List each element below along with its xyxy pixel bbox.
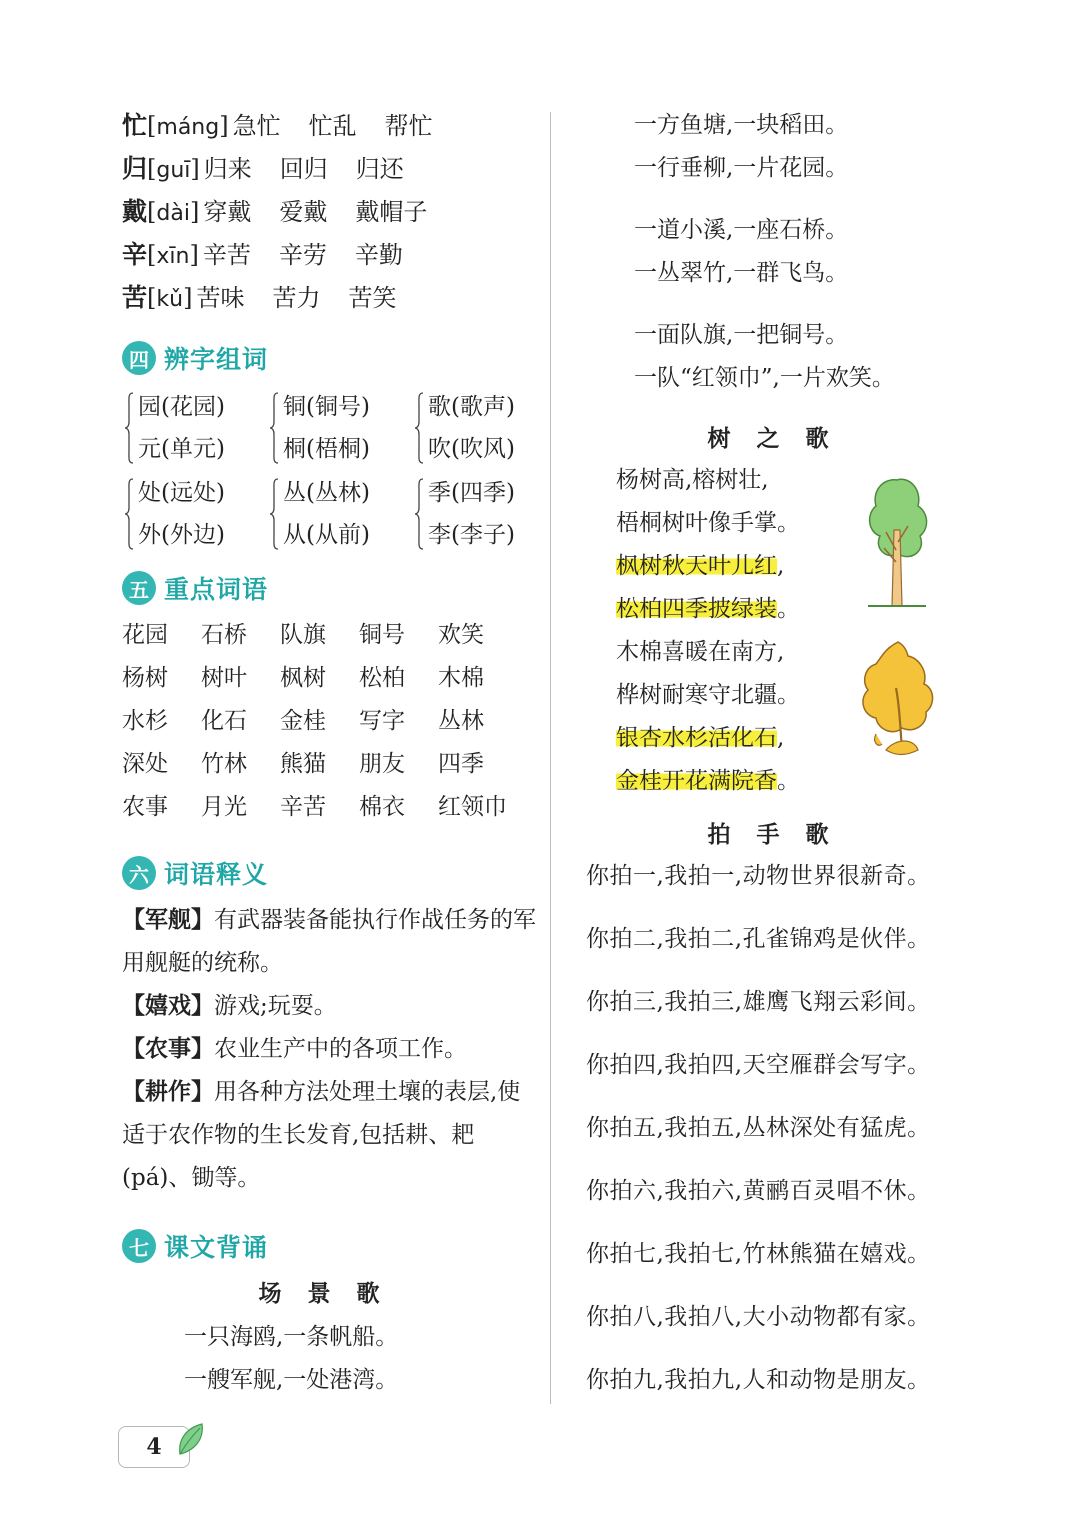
example-word: 苦笑 <box>348 284 397 312</box>
key-word: 月光 <box>201 794 247 820</box>
section-5-header <box>122 568 542 608</box>
page-number: 4 <box>146 1434 162 1460</box>
key-word: 金桂 <box>280 708 326 734</box>
poem-line: 一丛翠竹,一群飞鸟。 <box>634 260 849 286</box>
poem-text: 木棉喜暖在南方, <box>616 639 785 665</box>
example-word: 急忙 <box>232 112 281 140</box>
poem-line: 一道小溪,一座石桥。 <box>634 217 849 243</box>
brace-icon <box>124 392 134 464</box>
pinyin: dài <box>156 201 190 226</box>
poem-line: 一只海鸥,一条帆船。 <box>184 1324 399 1350</box>
section-number-badge: 四 <box>122 341 156 375</box>
char-pair <box>269 386 414 470</box>
key-word: 化石 <box>201 708 247 734</box>
char-row: 辛[xīn] 辛苦 辛劳 辛勤 <box>122 240 403 269</box>
poem-line: 一艘军舰,一处港湾。 <box>184 1367 399 1393</box>
example-word: 苦力 <box>272 284 321 312</box>
pair-top: 园(花园) <box>138 394 225 420</box>
poem-paishouge <box>586 813 976 1412</box>
poem-title: 场景歌 <box>258 1281 406 1307</box>
key-word: 红领巾 <box>438 794 507 820</box>
poem-text: 梧桐树叶像手掌。 <box>616 510 800 536</box>
headword: 忙 <box>122 111 148 140</box>
headword: 辛 <box>122 240 148 269</box>
poem-line: 你拍九,我拍九,人和动物是朋友。 <box>586 1367 931 1393</box>
poem-line: 你拍四,我拍四,天空雁群会写字。 <box>586 1052 931 1078</box>
punctuation: , <box>777 553 785 579</box>
headword: 戴 <box>122 197 148 226</box>
brace-icon <box>414 478 424 550</box>
pair-bottom: 从(从前) <box>283 522 370 548</box>
example-word: 穿戴 <box>203 198 252 226</box>
section-title: 辨字组词 <box>164 345 269 374</box>
key-words-grid <box>122 614 542 829</box>
poem-text: 桦树耐寒守北疆。 <box>616 682 800 708</box>
definition <box>122 1071 542 1200</box>
poem-stanza <box>586 104 976 190</box>
char-pair <box>124 386 269 470</box>
punctuation: 。 <box>777 596 800 622</box>
headword: 苦 <box>122 283 148 312</box>
definition-term: 【农事】 <box>122 1036 214 1062</box>
key-word: 队旗 <box>280 622 326 648</box>
character-list <box>122 104 542 319</box>
char-pair <box>414 386 559 470</box>
pinyin: kǔ <box>156 287 184 312</box>
definition-term: 【军舰】 <box>122 907 214 933</box>
pair-top: 季(四季) <box>428 480 515 506</box>
pair-bottom: 李(李子) <box>428 522 515 548</box>
pair-top: 处(远处) <box>138 480 225 506</box>
poem-line: 你拍八,我拍八,大小动物都有家。 <box>586 1304 931 1330</box>
brace-icon <box>124 478 134 550</box>
poem-stanza <box>586 314 976 400</box>
poem-line <box>586 760 976 803</box>
section-6-header <box>122 853 542 893</box>
column-divider <box>550 112 551 1404</box>
pinyin: guī <box>156 158 191 183</box>
pair-top: 铜(铜号) <box>283 394 370 420</box>
pair-bottom: 外(外边) <box>138 522 225 548</box>
section-title: 课文背诵 <box>164 1233 269 1262</box>
char-row: 归[guī] 归来 回归 归还 <box>122 154 404 183</box>
definition-text: 用各种方法处理土壤的表层,使适于农作物的生长发育,包括耕、耙(pá)、锄等。 <box>122 1079 521 1191</box>
poem-line: 你拍一,我拍一,动物世界很新奇。 <box>586 863 931 889</box>
poem-stanza <box>586 209 976 295</box>
key-word: 枫树 <box>280 665 326 691</box>
example-word: 辛勤 <box>354 241 403 269</box>
key-word: 写字 <box>359 708 405 734</box>
example-word: 爱戴 <box>279 198 328 226</box>
example-word: 回归 <box>279 155 328 183</box>
char-row: 戴[dài] 穿戴 爱戴 戴帽子 <box>122 197 428 226</box>
key-word: 花园 <box>122 622 168 648</box>
example-word: 戴帽子 <box>355 198 428 226</box>
section-number-badge: 六 <box>122 856 156 890</box>
definitions-list <box>122 899 542 1200</box>
poem-text: 杨树高,榕树壮, <box>616 467 769 493</box>
example-word: 辛苦 <box>202 241 251 269</box>
poem-title: 拍手歌 <box>707 822 855 848</box>
example-word: 归来 <box>203 155 252 183</box>
key-word: 农事 <box>122 794 168 820</box>
char-pairs-grid <box>124 386 542 558</box>
char-pair <box>124 472 269 556</box>
key-word: 欢笑 <box>438 622 484 648</box>
green-tree-illustration <box>862 470 932 612</box>
left-column <box>122 104 542 1402</box>
highlighted-text: 枫树秋天叶儿红 <box>616 553 777 579</box>
definition <box>122 1028 542 1071</box>
pair-top: 丛(丛林) <box>283 480 370 506</box>
pair-bottom: 吹(吹风) <box>428 436 515 462</box>
definition <box>122 899 542 985</box>
pinyin: máng <box>156 115 220 140</box>
section-title: 词语释义 <box>164 860 269 889</box>
key-word: 朋友 <box>359 751 405 777</box>
poem-line: 你拍三,我拍三,雄鹰飞翔云彩间。 <box>586 989 931 1015</box>
brace-icon <box>269 392 279 464</box>
char-row: 苦[kǔ] 苦味 苦力 苦笑 <box>122 283 397 312</box>
key-word: 铜号 <box>359 622 405 648</box>
punctuation: 。 <box>777 768 800 794</box>
highlighted-text: 金桂开花满院香 <box>616 768 777 794</box>
brace-icon <box>269 478 279 550</box>
headword: 归 <box>122 154 148 183</box>
poem-changjingge <box>122 1272 542 1402</box>
poem-title: 树之歌 <box>707 426 855 452</box>
pair-bottom: 桐(梧桐) <box>283 436 370 462</box>
key-word: 石桥 <box>201 622 247 648</box>
key-word: 辛苦 <box>280 794 326 820</box>
poem-line: 一队“红领巾”,一片欢笑。 <box>634 365 895 391</box>
key-word: 杨树 <box>122 665 168 691</box>
leaf-icon <box>172 1418 210 1458</box>
poem-line: 一面队旗,一把铜号。 <box>634 322 849 348</box>
punctuation: , <box>777 725 785 751</box>
example-word: 归还 <box>355 155 404 183</box>
section-4-header <box>122 338 542 378</box>
section-number-badge: 五 <box>122 571 156 605</box>
definition <box>122 985 542 1028</box>
definition-term: 【耕作】 <box>122 1079 214 1105</box>
definition-term: 【嬉戏】 <box>122 993 214 1019</box>
definition-text: 农业生产中的各项工作。 <box>214 1036 467 1062</box>
definition-text: 游戏;玩耍。 <box>214 993 337 1019</box>
poem-line: 你拍六,我拍六,黄鹂百灵唱不休。 <box>586 1178 931 1204</box>
poem-line: 你拍二,我拍二,孔雀锦鸡是伙伴。 <box>586 926 931 952</box>
poem-line: 你拍七,我拍七,竹林熊猫在嬉戏。 <box>586 1241 931 1267</box>
section-7-header <box>122 1226 542 1266</box>
key-word: 熊猫 <box>280 751 326 777</box>
pair-top: 歌(歌声) <box>428 394 515 420</box>
poem-line: 一行垂柳,一片花园。 <box>634 155 849 181</box>
key-word: 深处 <box>122 751 168 777</box>
example-word: 忙乱 <box>308 112 357 140</box>
key-word: 棉衣 <box>359 794 405 820</box>
poem-line: 你拍五,我拍五,丛林深处有猛虎。 <box>586 1115 931 1141</box>
brace-icon <box>414 392 424 464</box>
key-word: 四季 <box>438 751 484 777</box>
highlighted-text: 松柏四季披绿装 <box>616 596 777 622</box>
key-word: 丛林 <box>438 708 484 734</box>
section-title: 重点词语 <box>164 575 269 604</box>
example-word: 辛劳 <box>278 241 327 269</box>
char-pair <box>269 472 414 556</box>
ginkgo-tree-illustration <box>856 638 938 762</box>
poem-changjingge-continued <box>586 104 976 400</box>
definition-text: 有武器装备能执行作战任务的军用舰艇的统称。 <box>122 907 536 976</box>
highlighted-text: 银杏水杉活化石 <box>616 725 777 751</box>
example-word: 苦味 <box>196 284 245 312</box>
pinyin: xīn <box>156 244 190 269</box>
poem-line: 一方鱼塘,一块稻田。 <box>634 112 849 138</box>
key-word: 木棉 <box>438 665 484 691</box>
key-word: 水杉 <box>122 708 168 734</box>
char-pair <box>414 472 559 556</box>
example-word: 帮忙 <box>384 112 433 140</box>
section-number-badge: 七 <box>122 1229 156 1263</box>
pair-bottom: 元(单元) <box>138 436 225 462</box>
key-word: 树叶 <box>201 665 247 691</box>
key-word: 竹林 <box>201 751 247 777</box>
char-row: 忙[máng] 急忙 忙乱 帮忙 <box>122 111 433 140</box>
key-word: 松柏 <box>359 665 405 691</box>
